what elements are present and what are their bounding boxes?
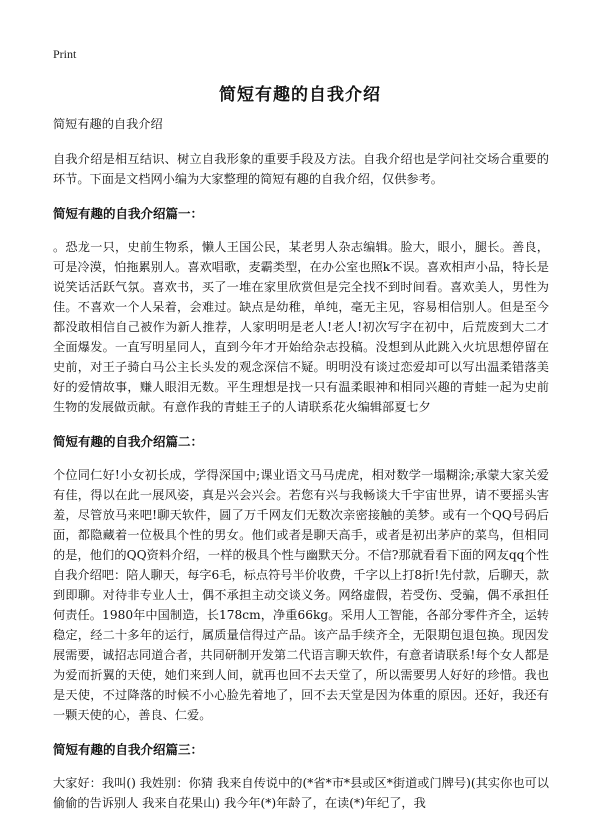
document-body (53, 114, 549, 828)
section-heading-2: 简短有趣的自我介绍篇二： (53, 434, 204, 449)
intro-paragraph: 自我介绍是相互结识、树立自我形象的重要手段及方法。自我介绍也是学问社交场合重要的环节。下面是文档网小编为大家整理的简短有趣的自我介绍，仅供参考。 (53, 152, 549, 186)
section-body-1: 。恐龙一只，史前生物系，懒人王国公民，某老男人杂志编辑。脸大，眼小，腿长。善良，可是冷漠，怕拖累别人。喜欢唱歌，麦霸类型，在办公室也照k不误。喜欢相声小品，特长是说笑话活跃气氛。喜欢书，买了一堆在家里欣赏但是完全找不到时间看。喜欢美人，男性为佳。不喜欢一个人呆着，会难过。缺点是幼稚，单纯，毫无主见，容易相信别人。但是至今都没敢相信自己被作为新人推荐，人家明明是老人!老人!初次写字在初中，后荒废到大二才全面爆发。一直写明星同人，直到今年才开始给杂志投稿。没想到从此跳入火坑思想停留在史前，对王子骑白马公主长头发的观念深信不疑。明明没有谈过恋爱却可以写出温柔错落美好的爱情故事，赚人眼泪无数。平生理想是找一只有温柔眼神和相同兴趣的青蛙一起为史前生物的发展做贡献。有意作我的青蛙王子的人请联系花火编辑部夏七夕 (53, 240, 549, 414)
section-heading-1: 简短有趣的自我介绍篇一： (53, 206, 204, 221)
page-title: 简短有趣的自我介绍 (219, 85, 381, 105)
section-body-3: 大家好：我叫() 我姓别：你猜 我来自传说中的(*省*市*县或区*街道或门牌号)(其实你也可以偷偷的告诉别人 我来自花果山) 我今年(*)年龄了，在读(*)年纪了，我 (53, 776, 549, 810)
print-link[interactable]: Print (53, 47, 77, 61)
section-heading-3: 简短有趣的自我介绍篇三： (53, 742, 204, 757)
section-body-2: 个位同仁好!小女初长成，学得深国中;课业语文马马虎虎，相对数学一塌糊涂;承蒙大家关爱有佳，得以在此一展风姿，真是兴会兴会。若您有兴与我畅谈大千宇宙世界，请不要摇头害羞，尽管放马来吧!聊天软件，圆了万千网友们无数次亲密接触的美梦。或有一个QQ号码后面，都隐藏着一位极具个性的男女。他们或者是聊天高手，或者是初出茅庐的菜鸟，但相同的是，他们的QQ资料介绍，一样的极具个性与幽默天分。不信?那就看看下面的网友qq个性自我介绍吧：陪人聊天，每字6毛，标点符号半价收费，千字以上打8折!先付款，后聊天，款到即聊。对待非专业人士，偶不承担主动交谈义务。网络虚假，若受伤、受骗，偶不承担任何责任。1980年中国制造，长178cm，净重66kg。采用人工智能，各部分零件齐全，运转稳定，经二十多年的运行，属质量信得过产品。该产品手续齐全，无限期包退包换。现因发展需要，诚招志同道合者，共同研制开发第二代语言聊天软件，有意者请联系!每个女人都是为爱而折翼的天使，她们来到人间，就再也回不去天堂了，所以需要男人好好的珍惜。我也是天使，不过降落的时候不小心脸先着地了，回不去天堂是因为体重的原因。还好，我还有一颗天使的心，善良、仁爱。 (53, 468, 549, 722)
document-subtitle: 简短有趣的自我介绍 (53, 117, 163, 131)
